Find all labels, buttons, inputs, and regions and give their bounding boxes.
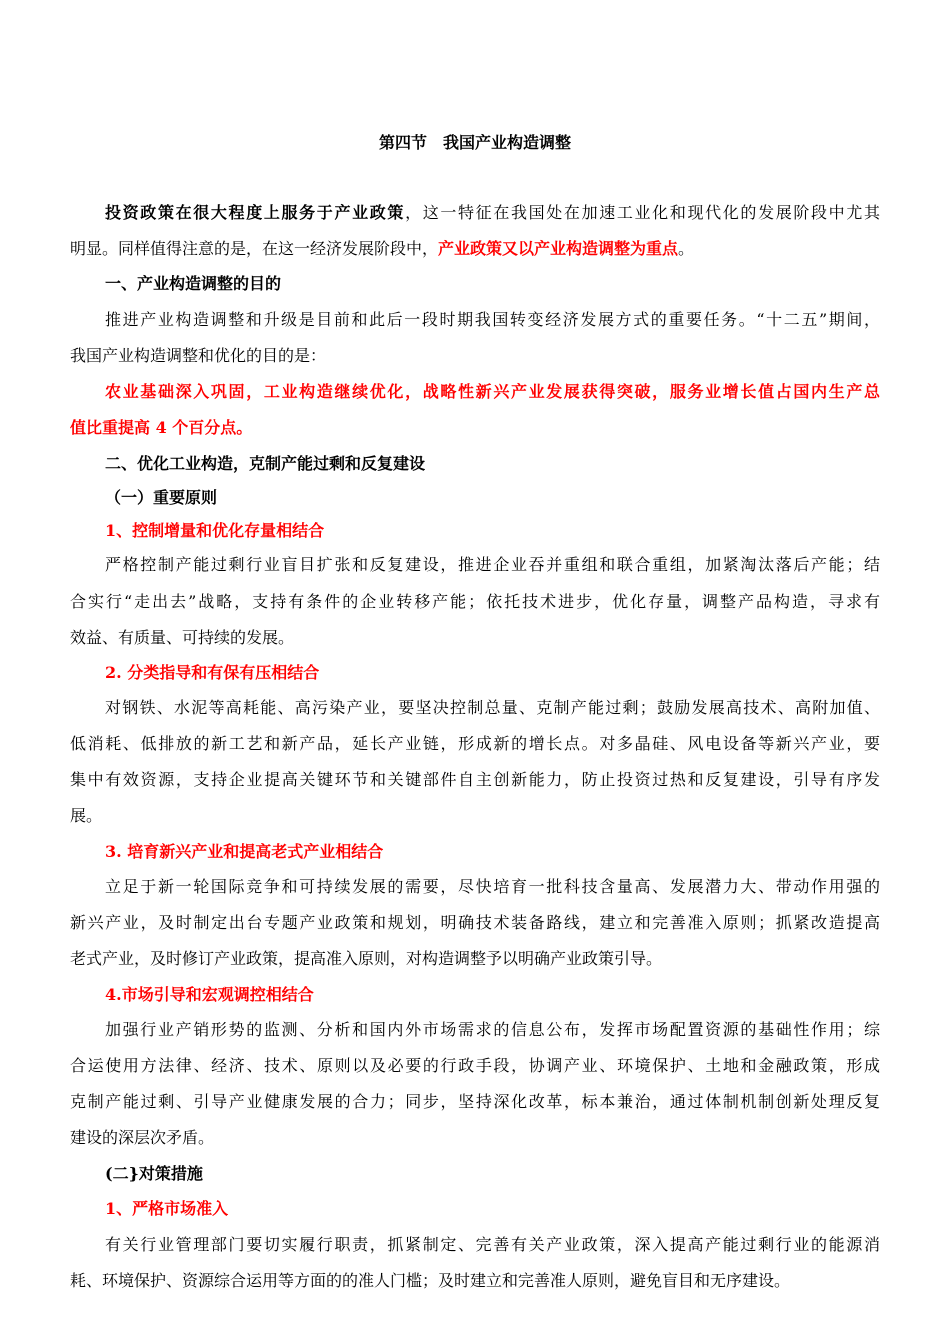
m1-line-1: 有关行业管理部门要切实履行职责，抓紧制定、完善有关产业政策，深入提高产能过剩行业的能源消 — [105, 1235, 880, 1254]
heading-2: 二、优化工业构造，克制产能过剩和反复建设 — [105, 454, 426, 473]
intro-text-2: 明显。同样值得注意的是，在这一经济发展阶段中， — [70, 239, 439, 258]
intro-bold-phrase: 投资政策在很大程度上服务于产业政策 — [105, 203, 406, 222]
subheading-4: 4.市场引导和宏观调控相结合 — [105, 985, 314, 1004]
goal-red-line-2: 值比重提高 4 个百分点。 — [70, 418, 253, 437]
intro-end: 。 — [678, 239, 695, 258]
heading-1: 一、产业构造调整的目的 — [105, 274, 282, 293]
s1-line-3: 效益、有质量、可持续的发展。 — [70, 628, 295, 647]
s3-line-1: 立足于新一轮国际竞争和可持续发展的需要，尽快培育一批科技含量高、发展潜力大、带动作用强的 — [105, 877, 880, 896]
s2-line-2: 低消耗、低排放的新工艺和新产品，延长产业链，形成新的增长点。对多晶硅、风电设备等新兴产业，要 — [70, 734, 880, 753]
s4-line-4: 建设的深层次矛盾。 — [70, 1128, 215, 1147]
s2-line-4: 展。 — [70, 806, 103, 825]
intro-red-phrase: 产业政策又以产业构造调整为重点 — [438, 239, 679, 258]
measure-1-title: 1、严格市场准入 — [105, 1199, 229, 1218]
goal-red-line-1: 农业基础深入巩固，工业构造继续优化，战略性新兴产业发展获得突破，服务业增长值占国内生产总 — [105, 382, 880, 401]
s2-line-3: 集中有效资源，支持企业提高关键环节和关键部件自主创新能力，防止投资过热和反复建设，引导有序发 — [70, 770, 880, 789]
section-title: 第四节 我国产业构造调整 — [378, 133, 571, 152]
subheading-2: 2. 分类指导和有保有压相结合 — [105, 663, 320, 682]
s2-line-1: 对钢铁、水泥等高耗能、高污染产业，要坚决控制总量、克制产能过剩；鼓励发展高技术、高附加值、 — [105, 698, 880, 717]
s3-line-2: 新兴产业，及时制定出台专题产业政策和规划，明确技术装备路线，建立和完善准入原则；抓紧改造提高 — [70, 913, 880, 932]
subheading-3: 3. 培育新兴产业和提高老式产业相结合 — [105, 842, 384, 861]
s3-line-3: 老式产业，及时修订产业政策，提高准入原则，对构造调整予以明确产业政策引导。 — [70, 949, 663, 968]
intro-text: ，这一特征在我国处在加速工业化和现代化的发展阶段中尤其 — [405, 203, 880, 222]
m1-line-2: 耗、环境保护、资源综合运用等方面的的准人门槛；及时建立和完善准人原则，避免盲目和无序建设。 — [70, 1271, 791, 1290]
paragraph-goal-line-2: 我国产业构造调整和优化的目的是： — [70, 346, 327, 365]
s4-line-1: 加强行业产销形势的监测、分析和国内外市场需求的信息公布，发挥市场配置资源的基础性作用；综 — [105, 1020, 880, 1039]
paragraph-intro-line-2 — [70, 239, 694, 259]
s4-line-2: 合运使用方法律、经济、技术、原则以及必要的行政手段，协调产业、环境保护、土地和金融政策，形成 — [70, 1056, 880, 1075]
heading-2-2: (二}对策措施 — [105, 1164, 203, 1183]
subheading-1: 1、控制增量和优化存量相结合 — [105, 521, 325, 540]
paragraph-intro-line-1 — [105, 203, 880, 223]
paragraph-goal-line-1: 推进产业构造调整和升级是目前和此后一段时期我国转变经济发展方式的重要任务。“十二五”期间， — [105, 310, 880, 329]
heading-2-1: （一）重要原则 — [105, 488, 218, 507]
s1-line-2: 合实行“走出去”战略，支持有条件的企业转移产能；依托技术进步，优化存量，调整产品构造，寻求有 — [70, 592, 880, 611]
s4-line-3: 克制产能过剩、引导产业健康发展的合力；同步，坚持深化改革，标本兼治，通过体制机制创新处理反复 — [70, 1092, 880, 1111]
s1-line-1: 严格控制产能过剩行业盲目扩张和反复建设，推进企业吞并重组和联合重组，加紧淘汰落后产能；结 — [105, 555, 880, 574]
